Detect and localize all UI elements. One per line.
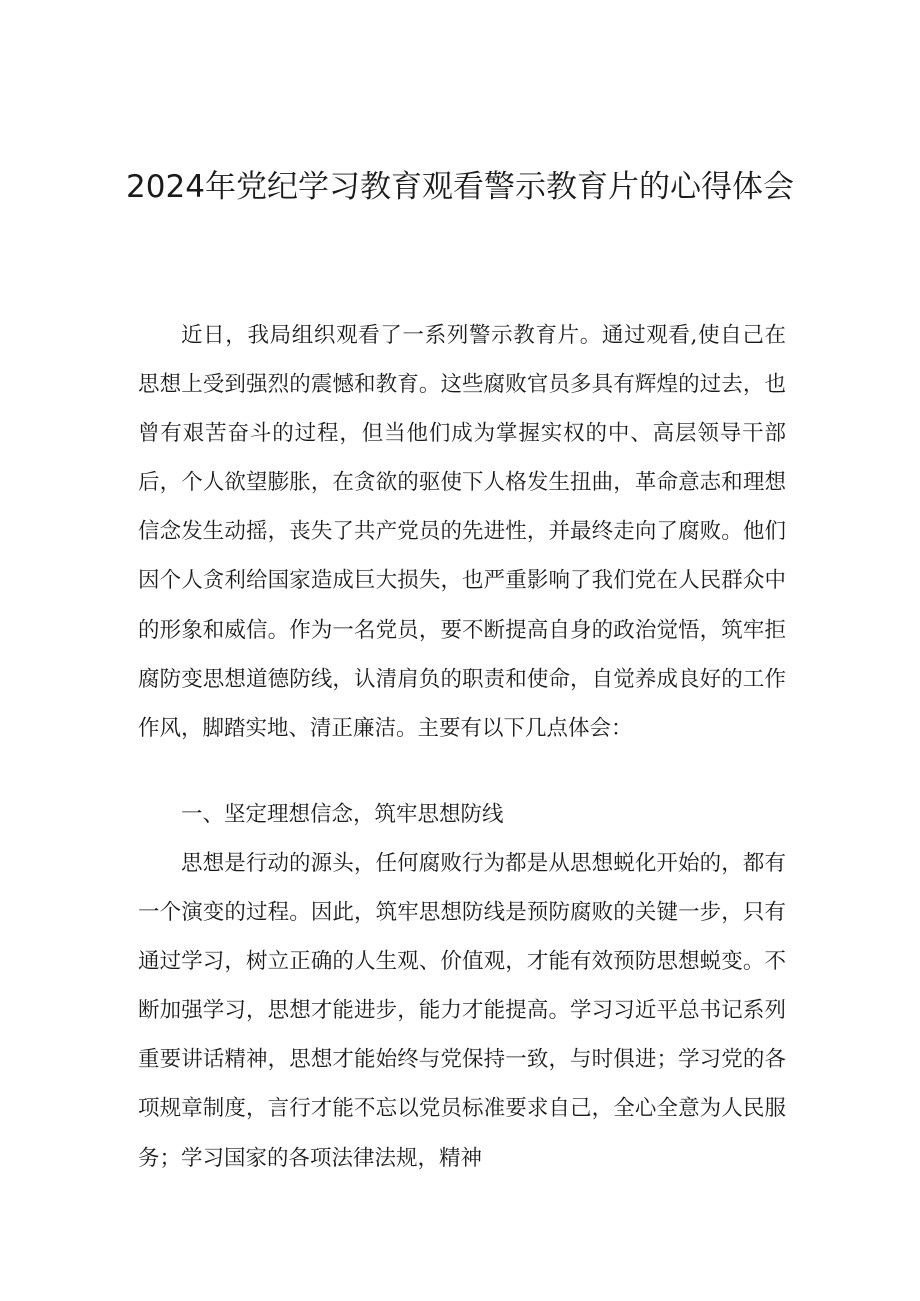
section-paragraph: 思想是行动的源头，任何腐败行为都是从思想蜕化开始的，都有一个演变的过程。因此，筑牢思想防线是预防腐败的关键一步，只有通过学习，树立正确的人生观、价值观，才能有效预防思想蜕变。不断加强学习，思想才能进步，能力才能提高。学习习近平总书记系列重要讲话精神，思想才能始终与党保持一致，与时俱进；学习党的各项规章制度，言行才能不忘以党员标准要求自己，全心全意为人民服务；学习国家的各项法律法规，精神 <box>138 851 786 1171</box>
intro-paragraph: 近日，我局组织观看了一系列警示教育片。通过观看,使自己在思想上受到强烈的震憾和教育。这些腐败官员多具有辉煌的过去，也曾有艰苦奋斗的过程，但当他们成为掌握实权的中、高层领导干部后，个人欲望膨胀，在贪欲的驱使下人格发生扭曲，革命意志和理想信念发生动摇，丧失了共产党员的先进性，并最终走向了腐败。他们因个人贪利给国家造成巨大损失，也严重影响了我们党在人民群众中的形象和威信。作为一名党员，要不断提高自身的政治觉悟，筑牢拒腐防变思想道德防线，认清肩负的职责和使命，自觉养成良好的工作作风，脚踏实地、清正廉洁。主要有以下几点体会： <box>138 323 786 741</box>
section-heading: 一、坚定理想信念，筑牢思想防线 <box>181 802 504 827</box>
document-title: 2024年党纪学习教育观看警示教育片的心得体会 <box>126 169 794 205</box>
